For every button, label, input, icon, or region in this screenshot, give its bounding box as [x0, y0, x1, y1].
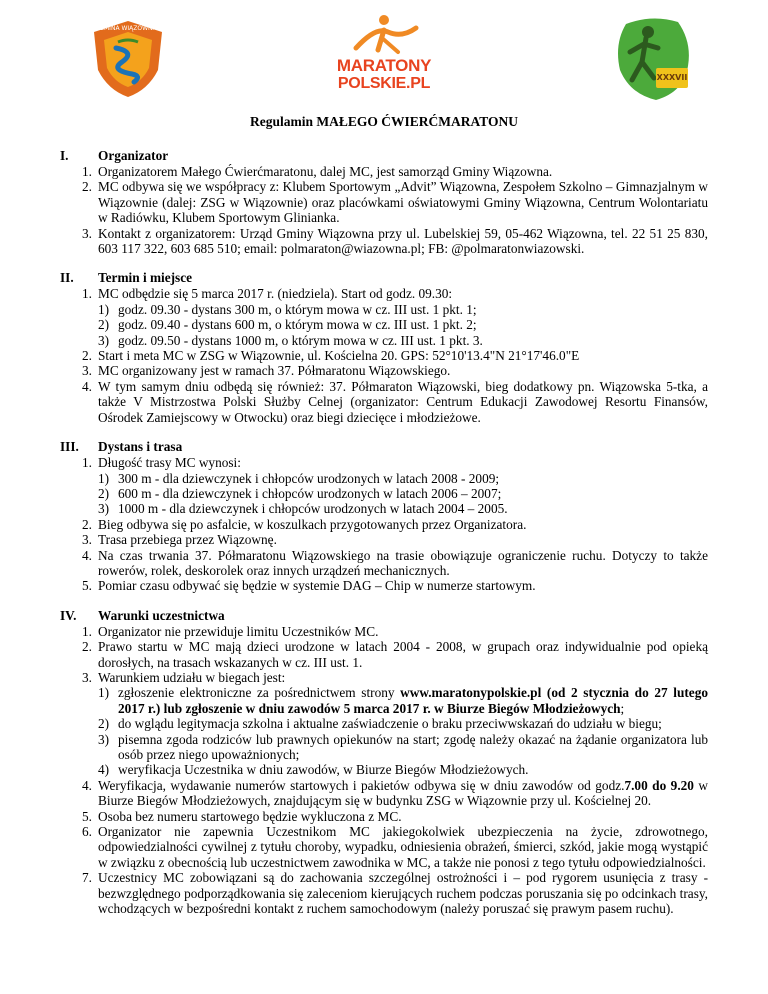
section-organizator	[60, 148, 708, 256]
section-title: Organizator	[98, 148, 169, 163]
section-heading	[60, 148, 708, 164]
header	[0, 0, 768, 110]
sub-item-number: 3)	[98, 731, 110, 747]
list-item	[60, 179, 708, 225]
item-number: 1.	[82, 623, 92, 639]
gmina-crest-icon	[88, 18, 168, 100]
list-item	[60, 348, 708, 363]
item-text: MC odbywa się we współpracy z: Klubem Sportowym „Advit” Wiązowna, Zespołem Szkolno – Gimnazjalnym w Wiązownie (dalej: ZSG w Wiązownie) oraz placówkami oświatowymi Gminy Wiązowna, Centrum Wolontariatu w Radiówku, Klubem Sportowym Glinianka.	[98, 179, 708, 226]
section-termin-i-miejsce	[60, 270, 708, 425]
list-item	[60, 870, 708, 916]
gmina-wiazowna-logo	[88, 18, 168, 100]
section-heading	[60, 270, 708, 286]
runner-icon	[318, 12, 450, 56]
polmaraton-runner-icon	[612, 14, 694, 104]
item-text: Na czas trwania 37. Półmaratonu Wiązowskiego na trasie obowiązuje ograniczenie ruchu. Dotyczy to także rowerów, rolek, deskorolek oraz innych urządzeń mechanicznych.	[98, 547, 708, 578]
sub-list-item	[60, 501, 708, 516]
sub-item-number: 2)	[98, 317, 110, 333]
sub-list-item	[60, 317, 708, 332]
item-text: Kontakt z organizatorem: Urząd Gminy Wiązowna przy ul. Lubelskiej 59, 05-462 Wiązowna, tel. 22 51 25 830, 603 117 322, 603 685 510; email: polmaraton@wiazowna.pl; FB: @polmaratonwiazowski.	[98, 225, 708, 257]
list-item	[60, 286, 708, 301]
sub-item-number: 1)	[98, 685, 110, 701]
section-number: III.	[60, 439, 79, 455]
item-number: 3.	[82, 669, 92, 685]
sub-item-number: 1)	[98, 301, 110, 317]
svg-text:XXXVII: XXXVII	[656, 73, 688, 82]
item-number: 2.	[82, 516, 92, 532]
list-item	[60, 578, 708, 593]
list-item	[60, 639, 708, 670]
item-number: 3.	[82, 363, 92, 379]
section-heading	[60, 608, 708, 624]
item-text: Pomiar czasu odbywać się będzie w systemie DAG – Chip w numerze startowym.	[98, 578, 536, 594]
list-item	[60, 624, 708, 639]
item-number: 2.	[82, 639, 92, 655]
item-number: 3.	[82, 532, 92, 548]
sub-item-text: pisemna zgoda rodziców lub prawnych opiekunów na start; zgodę należy okazać na żądanie organizatora lub osób przez niego upoważnionych;	[118, 731, 708, 762]
item-number: 1.	[82, 164, 92, 179]
sub-list-item	[60, 471, 708, 486]
item-number: 2.	[82, 348, 92, 364]
item-text: Bieg odbywa się po asfalcie, w koszulkach przygotowanych przez Organizatora.	[98, 516, 527, 532]
list-item	[60, 809, 708, 824]
item-text: Warunkiem udziału w biegach jest:	[98, 669, 286, 685]
sub-list-item	[60, 732, 708, 763]
item-number: 3.	[82, 225, 92, 241]
sub-list-item	[60, 486, 708, 501]
item-text: Start i meta MC w ZSG w Wiązownie, ul. Kościelna 20. GPS: 52°10'13.4"N 21°17'46.0"E	[98, 348, 580, 364]
sub-item-text: 1000 m - dla dziewczynek i chłopców urodzonych w latach 2004 – 2005.	[118, 501, 508, 517]
list-item	[60, 517, 708, 532]
sub-item-text: godz. 09.40 - dystans 600 m, o którym mowa w cz. III ust. 1 pkt. 2;	[118, 317, 477, 333]
sub-item-number: 4)	[98, 762, 110, 778]
sub-item-text: do wglądu legitymacja szkolna i aktualne zaświadczenie o braku przeciwwskazań do udziału w biegu;	[118, 716, 662, 732]
section-title: Warunki uczestnictwa	[98, 607, 225, 623]
list-item	[60, 363, 708, 378]
sub-item-number: 2)	[98, 485, 110, 501]
item-number: 6.	[82, 824, 92, 840]
sub-list-item	[60, 685, 708, 716]
item-text: Organizator nie przewiduje limitu Uczestników MC.	[98, 623, 379, 639]
sub-list-item	[60, 762, 708, 777]
sub-item-text-end: ;	[620, 700, 625, 716]
section-warunki-uczestnictwa	[60, 608, 708, 917]
item-text: MC odbędzie się 5 marca 2017 r. (niedziela). Start od godz. 09.30:	[98, 286, 453, 302]
item-number: 5.	[82, 808, 92, 824]
section-number: IV.	[60, 607, 77, 623]
list-item	[60, 670, 708, 685]
sub-list-item	[60, 333, 708, 348]
item-text: Trasa przebiega przez Wiązownę.	[98, 532, 277, 548]
logo-text-line2: POLSKIE.PL	[337, 75, 431, 92]
section-title: Dystans i trasa	[98, 439, 183, 455]
document-body	[60, 148, 708, 930]
document-title: Regulamin MAŁEGO ĆWIERĆMARATONU	[249, 114, 518, 129]
item-number: 2.	[82, 179, 92, 195]
item-text: Organizatorem Małego Ćwierćmaratonu, dalej MC, jest samorząd Gminy Wiązowna.	[98, 164, 553, 179]
item-text: Długość trasy MC wynosi:	[98, 455, 241, 471]
item-text: Weryfikacja, wydawanie numerów startowych i pakietów odbywa się w dniu zawodów od godz.	[98, 777, 625, 793]
sub-item-text: zgłoszenie elektroniczne za pośrednictwem strony	[118, 685, 401, 701]
item-number: 7.	[82, 870, 92, 886]
sub-list-item	[60, 716, 708, 731]
list-item	[60, 379, 708, 425]
section-heading	[60, 439, 708, 455]
item-text: W tym samym dniu odbędą się również: 37. Półmaraton Wiązowski, bieg dodatkowy pn. Wiązowska 5-tka, a także V Mistrzostwa Polski Służby Celnej (organizator: Centrum Edukacji Zawodowej Resortu Finansów, Ośrodek Zamiejscowy w Otwocku) oraz biegi dziecięce i młodzieżowe.	[98, 378, 708, 425]
list-item	[60, 778, 708, 809]
item-text: MC organizowany jest w ramach 37. Półmaratonu Wiązowskiego.	[98, 363, 451, 379]
item-text: Uczestnicy MC zobowiązani są do zachowania szczególnej ostrożności i – pod rygorem usunięcia z trasy - bezwzględnego podporządkowania się zaleceniom kierujących ruchem podczas poruszania się po odcinkach trasy, wchodzących w bezpośredni kontakt z ruchem samochodowym (należy poruszać się prawym pasem ruchu).	[98, 870, 708, 917]
sub-item-number: 3)	[98, 501, 110, 517]
svg-text:GMINA WIĄZOWNA: GMINA WIĄZOWNA	[99, 25, 157, 32]
sub-item-text: godz. 09.30 - dystans 300 m, o którym mowa w cz. III ust. 1 pkt. 1;	[118, 301, 477, 317]
sub-item-text: weryfikacja Uczestnika w dniu zawodów, w Biurze Biegów Młodzieżowych.	[118, 762, 529, 778]
section-number: I.	[60, 148, 69, 163]
section-title: Termin i miejsce	[98, 270, 193, 286]
list-item	[60, 455, 708, 470]
polmaraton-wiazowski-logo	[612, 14, 694, 104]
hours-text: 7.00 do 9.20	[624, 777, 694, 793]
list-item	[60, 548, 708, 579]
section-dystans-i-trasa	[60, 439, 708, 594]
item-text: Osoba bez numeru startowego będzie wykluczona z MC.	[98, 808, 402, 824]
section-number: II.	[60, 270, 74, 286]
item-number: 4.	[82, 378, 92, 394]
sub-item-number: 2)	[98, 716, 110, 732]
list-item	[60, 164, 708, 179]
sub-item-number: 3)	[98, 332, 110, 348]
maratony-polskie-logo	[318, 12, 450, 100]
item-number: 5.	[82, 578, 92, 594]
sub-list-item	[60, 302, 708, 317]
item-text-end: w Biurze Biegów Młodzieżowych, znajdującym się w budynku ZSG w Wiązownie przy ul. Kościelnej 20.	[98, 777, 708, 809]
list-item	[60, 226, 708, 257]
sub-item-text: godz. 09.50 - dystans 1000 m, o którym mowa w cz. III ust. 1 pkt. 3.	[118, 332, 483, 348]
item-text: Organizator nie zapewnia Uczestnikom MC jakiegokolwiek ubezpieczenia na życie, zdrowotnego, odpowiedzialności cywilnej z tytułu choroby, wypadku, odniesienia obrażeń, śmierci, szkód, jakie mogą wystąpić w związku z obecnością lub uczestnictwem zawodnika w MC, a także nie ponosi z tego tytułu odpowiedzialności.	[98, 824, 708, 870]
list-item	[60, 824, 708, 870]
sub-item-text: 300 m - dla dziewczynek i chłopców urodzonych w latach 2008 - 2009;	[118, 470, 500, 486]
sub-item-text: 600 m - dla dziewczynek i chłopców urodzonych w latach 2006 – 2007;	[118, 485, 502, 501]
logo-text-line1: MARATONY	[336, 56, 432, 75]
item-number: 1.	[82, 286, 92, 302]
item-number: 4.	[82, 777, 92, 793]
list-item	[60, 532, 708, 547]
registration-link-text: www.maratonypolskie.pl (od 2 stycznia do 27 lutego 2017 r.) lub zgłoszenie w dniu zawodów 5 marca 2017 r. w Biurze Biegów Młodzieżowych	[118, 685, 708, 716]
item-number: 1.	[82, 455, 92, 471]
item-text: Prawo startu w MC mają dzieci urodzone w latach 2004 - 2008, w grupach oraz indywidualnie pod opieką dorosłych, na trasach wskazanych w cz. III ust. 1.	[98, 639, 708, 670]
sub-item-number: 1)	[98, 470, 110, 486]
item-number: 4.	[82, 547, 92, 563]
